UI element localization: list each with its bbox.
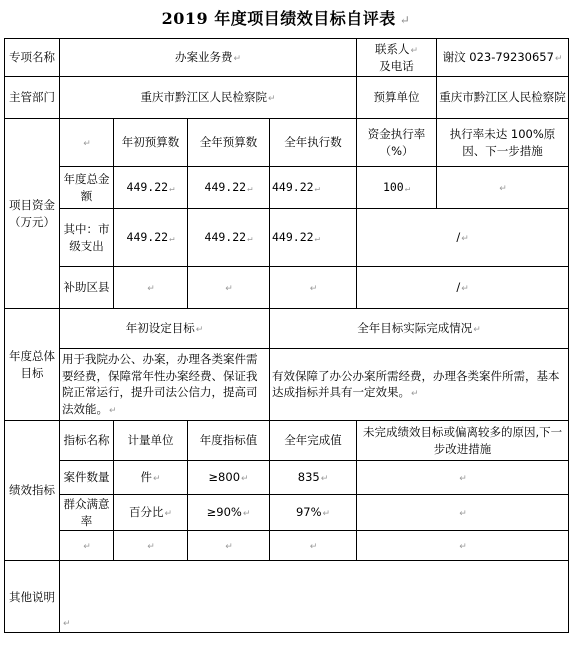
indicator-unit: 件↵ <box>114 461 188 495</box>
col-annual-actual: 全年完成值 <box>270 421 357 461</box>
funds-annual-budget-value: 449.22↵ <box>188 209 270 267</box>
indicator-target <box>188 531 270 561</box>
project-name-label: 专项名称 <box>5 39 60 77</box>
funds-initial-budget-value: 449.22↵ <box>114 167 188 209</box>
performance-row <box>5 495 569 531</box>
paragraph-mark-icon: ↵ <box>404 183 411 194</box>
funds-row <box>5 267 569 309</box>
indicator-actual: 835↵ <box>270 461 357 495</box>
paragraph-mark-icon: ↵ <box>554 53 563 64</box>
paragraph-mark-icon: ↵ <box>83 138 91 149</box>
department-label: 主管部门 <box>5 77 60 119</box>
paragraph-mark-icon: ↵ <box>225 542 233 553</box>
indicator-name <box>60 531 114 561</box>
funds-row-label: 补助区县 <box>60 267 114 309</box>
paragraph-mark-icon: ↵ <box>410 45 419 56</box>
col-measure-unit: 计量单位 <box>114 421 188 461</box>
paragraph-mark-icon: ↵ <box>241 473 249 484</box>
other-notes-label: 其他说明 <box>5 561 60 633</box>
paragraph-mark-icon: ↵ <box>473 324 481 335</box>
paragraph-mark-icon: ↵ <box>499 183 507 194</box>
funds-section-label: 项目资金（万元） <box>5 119 60 309</box>
paragraph-mark-icon: ↵ <box>152 473 161 484</box>
paragraph-mark-icon: ↵ <box>314 183 320 194</box>
paragraph-mark-icon: ↵ <box>164 509 173 520</box>
goal-actual-header: 全年目标实际完成情况↵ <box>270 309 569 349</box>
indicator-name: 群众满意率 <box>60 495 114 531</box>
funds-rate-value: 100↵ <box>357 167 437 209</box>
paragraph-mark-icon: ↵ <box>268 93 276 104</box>
funds-initial-budget-value: 449.22↵ <box>114 209 188 267</box>
paragraph-mark-icon: ↵ <box>399 13 411 27</box>
paragraph-mark-icon: ↵ <box>247 233 253 244</box>
paragraph-mark-icon: ↵ <box>459 542 467 553</box>
project-row <box>5 39 569 77</box>
col-annual-budget: 全年预算数 <box>188 119 270 167</box>
col-executed: 全年执行数 <box>270 119 357 167</box>
paragraph-mark-icon: ↵ <box>459 509 467 520</box>
paragraph-mark-icon: ↵ <box>233 53 242 64</box>
col-execution-rate: 资金执行率（%） <box>357 119 437 167</box>
col-indicator-name: 指标名称 <box>60 421 114 461</box>
indicator-actual: 97%↵ <box>270 495 357 531</box>
funds-executed-value: 449.22↵ <box>270 167 357 209</box>
paragraph-mark-icon: ↵ <box>459 473 467 484</box>
funds-row <box>5 209 569 267</box>
paragraph-mark-icon: ↵ <box>247 183 253 194</box>
budget-unit-value: 重庆市黔江区人民检察院 <box>437 77 569 119</box>
indicator-target: ≥90%↵ <box>188 495 270 531</box>
goal-initial-header: 年初设定目标↵ <box>60 309 270 349</box>
funds-row <box>5 167 569 209</box>
goal-actual-text: 有效保障了办公办案所需经费，办理各类案件所需，基本达成指标并具有一定效果。↵ <box>270 349 569 421</box>
funds-merged-value: /↵ <box>357 209 569 267</box>
funds-row-label: 其中：市级支出 <box>60 209 114 267</box>
paragraph-mark-icon: ↵ <box>169 183 175 194</box>
paragraph-mark-icon: ↵ <box>411 389 419 400</box>
col-shortfall-reason: 执行率未达 100%原因、下一步措施 <box>437 119 569 167</box>
performance-header-row <box>5 421 569 461</box>
paragraph-mark-icon: ↵ <box>309 542 318 553</box>
other-notes-value <box>60 561 569 633</box>
performance-row <box>5 531 569 561</box>
contact-label: 联系人↵ 及电话 <box>357 39 437 77</box>
funds-initial-budget-value <box>114 267 188 309</box>
goal-section-label: 年度总体目标 <box>5 309 60 421</box>
goal-initial-text: 用于我院办公、办案，办理各类案件需要经费，保障常年性办案经费、保证我院正常运行，提升司法公信力，提高司法效能。↵ <box>60 349 270 421</box>
department-value: 重庆市黔江区人民检察院↵ <box>60 77 357 119</box>
goal-header-row <box>5 309 569 349</box>
other-notes-row <box>5 561 569 633</box>
funds-executed-value: 449.22↵ <box>270 209 357 267</box>
paragraph-mark-icon: ↵ <box>169 233 175 244</box>
indicator-reason <box>357 531 569 561</box>
paragraph-mark-icon: ↵ <box>322 509 331 520</box>
department-row <box>5 77 569 119</box>
paragraph-mark-icon: ↵ <box>195 324 204 335</box>
funds-merged-value: /↵ <box>357 267 569 309</box>
paragraph-mark-icon: ↵ <box>83 542 91 553</box>
evaluation-table <box>4 38 569 633</box>
indicator-actual <box>270 531 357 561</box>
indicator-reason <box>357 461 569 495</box>
paragraph-mark-icon: ↵ <box>63 619 71 630</box>
col-annual-target: 年度指标值 <box>188 421 270 461</box>
funds-executed-value <box>270 267 357 309</box>
indicator-reason <box>357 495 569 531</box>
indicator-unit <box>114 531 188 561</box>
paragraph-mark-icon: ↵ <box>242 509 251 520</box>
paragraph-mark-icon: ↵ <box>314 233 320 244</box>
performance-section-label: 绩效指标 <box>5 421 60 561</box>
goal-content-row <box>5 349 569 421</box>
project-name-value: 办案业务费↵ <box>60 39 357 77</box>
paragraph-mark-icon: ↵ <box>109 405 117 416</box>
col-initial-budget: 年初预算数 <box>114 119 188 167</box>
contact-value: 谢汶 023-79230657↵ <box>437 39 569 77</box>
form-title <box>0 6 572 29</box>
paragraph-mark-icon: ↵ <box>461 233 469 244</box>
indicator-unit: 百分比↵ <box>114 495 188 531</box>
paragraph-mark-icon: ↵ <box>461 283 469 294</box>
funds-row-label: 年度总金额 <box>60 167 114 209</box>
funds-corner-cell <box>60 119 114 167</box>
budget-unit-label: 预算单位 <box>357 77 437 119</box>
funds-annual-budget-value <box>188 267 270 309</box>
paragraph-mark-icon: ↵ <box>320 473 329 484</box>
paragraph-mark-icon: ↵ <box>225 283 233 294</box>
indicator-name: 案件数量 <box>60 461 114 495</box>
performance-row <box>5 461 569 495</box>
funds-annual-budget-value: 449.22↵ <box>188 167 270 209</box>
form-title-text: 2019 年度项目绩效目标自评表 <box>161 9 396 28</box>
funds-reason-value <box>437 167 569 209</box>
paragraph-mark-icon: ↵ <box>147 283 155 294</box>
paragraph-mark-icon: ↵ <box>309 283 318 294</box>
funds-header-row <box>5 119 569 167</box>
paragraph-mark-icon: ↵ <box>147 542 155 553</box>
indicator-target: ≥800↵ <box>188 461 270 495</box>
col-deviation-reason: 未完成绩效目标或偏离较多的原因,下一步改进措施 <box>357 421 569 461</box>
